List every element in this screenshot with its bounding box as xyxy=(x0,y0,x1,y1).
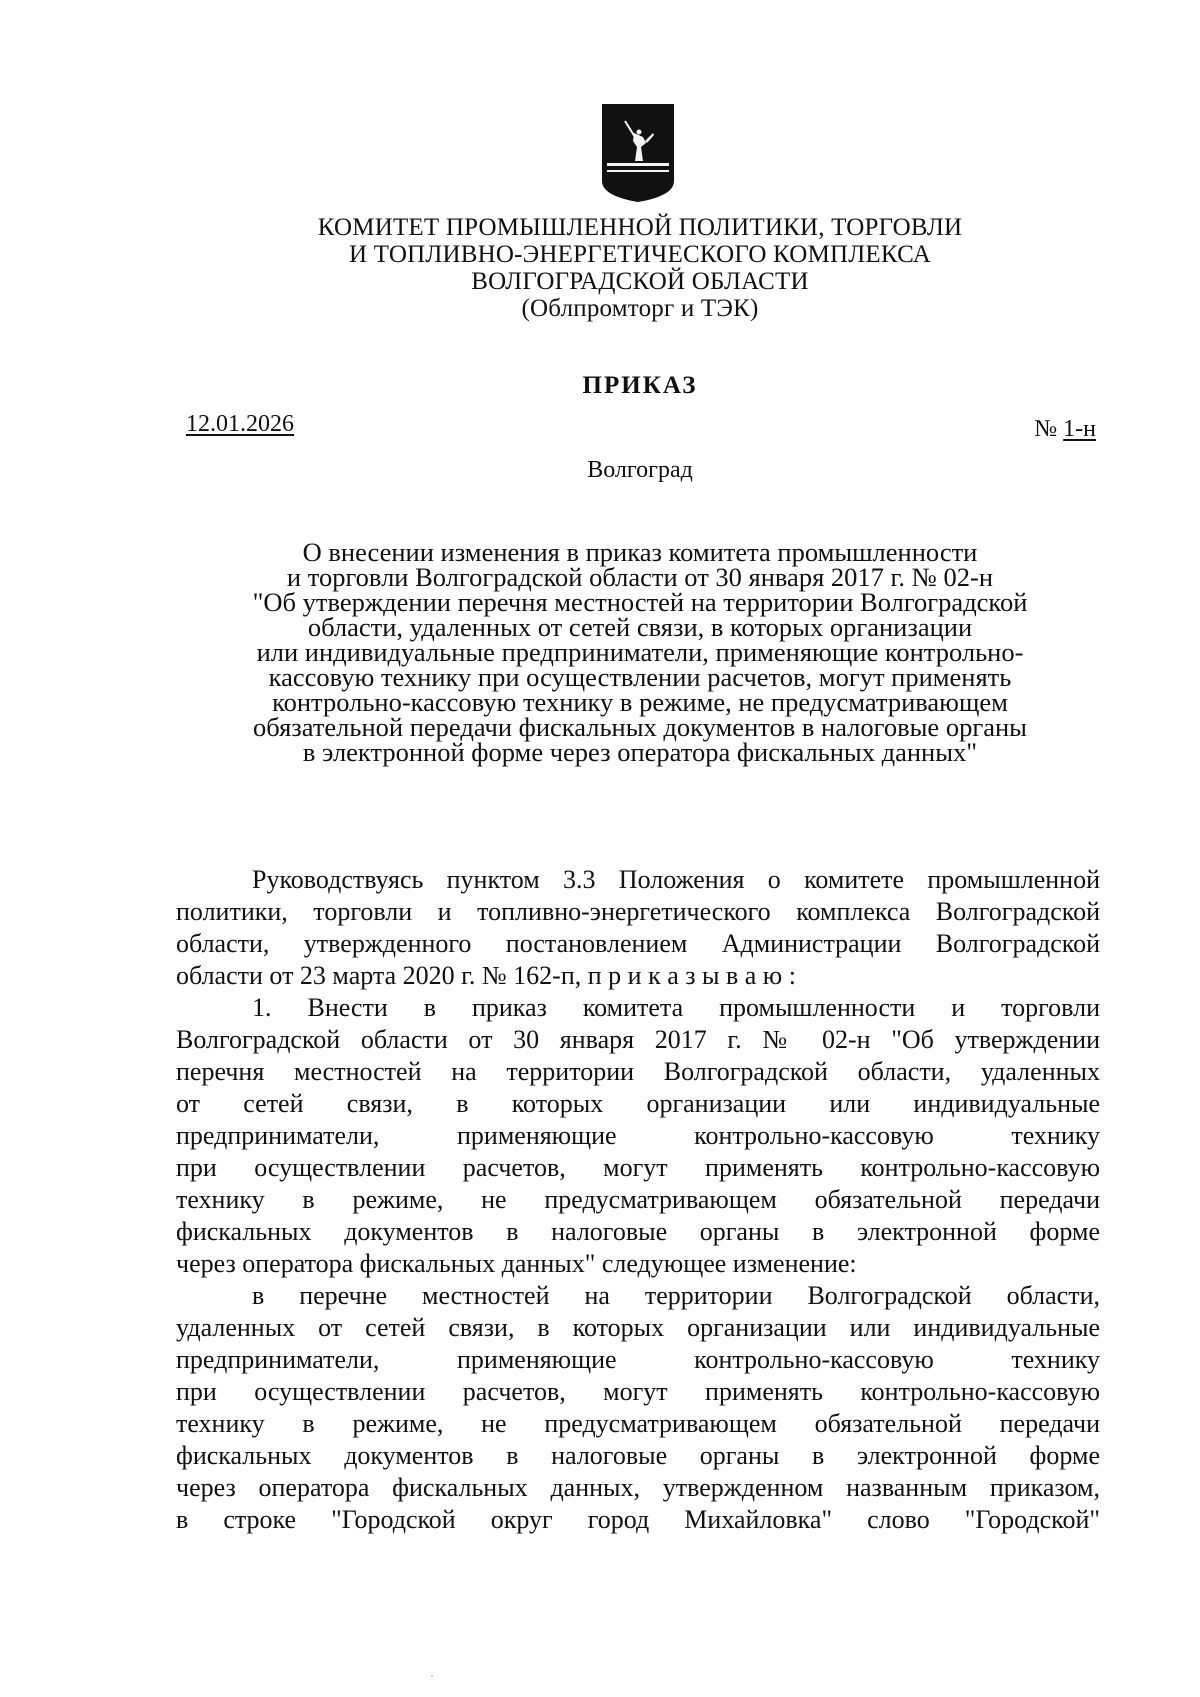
subject-line: в электронной форме через оператора фискальных данных" xyxy=(302,737,978,767)
body-line: в строке "Городской округ город Михайловка" слово "Городской" xyxy=(176,1505,1100,1534)
body-line: через оператора фискальных данных, утвержденном названным приказом, xyxy=(176,1473,1100,1502)
body-line: удаленных от сетей связи, в которых организации или индивидуальные xyxy=(176,1313,1100,1342)
org-name-line-2: И ТОПЛИВНО-ЭНЕРГЕТИЧЕСКОГО КОМПЛЕКСА xyxy=(348,241,932,268)
subject-line: О внесении изменения в приказ комитета промышленности xyxy=(302,537,978,567)
body-line: технику в режиме, не предусматривающем обязательной передачи xyxy=(176,1409,1100,1438)
body-line: технику в режиме, не предусматривающем обязательной передачи xyxy=(176,1185,1100,1214)
body-line: в перечне местностей на территории Волгоградской области, xyxy=(252,1281,1100,1310)
org-name-line-1: КОМИТЕТ ПРОМЫШЛЕННОЙ ПОЛИТИКИ, ТОРГОВЛИ xyxy=(317,214,963,241)
org-short-name: (Облпромторг и ТЭК) xyxy=(521,295,759,322)
order-number-prefix: № xyxy=(1034,416,1064,442)
body-line: 1. Внести в приказ комитета промышленности и торговли xyxy=(252,993,1100,1022)
body-line: предприниматели, применяющие контрольно-кассовую технику xyxy=(176,1121,1100,1150)
body-line: через оператора фискальных данных" следующее изменение: xyxy=(176,1249,857,1278)
scan-speck xyxy=(431,1675,433,1677)
order-title: ПРИКАЗ xyxy=(582,372,698,399)
body-line: фискальных документов в налоговые органы в электронной форме xyxy=(176,1217,1100,1246)
order-city: Волгоград xyxy=(587,457,693,483)
body-line: при осуществлении расчетов, могут применять контрольно-кассовую xyxy=(176,1377,1100,1406)
coat-of-arms-icon xyxy=(601,103,675,203)
order-number-value: 1-н xyxy=(1063,416,1096,442)
body-line: Волгоградской области от 30 января 2017 г. № 02-н "Об утверждении xyxy=(176,1025,1100,1054)
subject-line: области, удаленных от сетей связи, в которых организации xyxy=(307,612,973,642)
subject-line: и торговли Волгоградской области от 30 января 2017 г. № 02-н xyxy=(286,562,994,592)
body-line: при осуществлении расчетов, могут применять контрольно-кассовую xyxy=(176,1153,1100,1182)
body-line: области от 23 марта 2020 г. № 162-п, п р и к а з ы в а ю : xyxy=(176,961,796,990)
org-name-line-3: ВОЛГОГРАДСКОЙ ОБЛАСТИ xyxy=(471,268,809,295)
body-line: политики, торговли и топливно-энергетического комплекса Волгоградской xyxy=(176,897,1100,926)
body-line: предприниматели, применяющие контрольно-кассовую технику xyxy=(176,1345,1100,1374)
subject-line: кассовую технику при осуществлении расчетов, могут применять xyxy=(268,662,1012,692)
order-date: 12.01.2026 xyxy=(186,411,294,437)
body-line: фискальных документов в налоговые органы в электронной форме xyxy=(176,1441,1100,1470)
body-line: Руководствуясь пунктом 3.3 Положения о комитете промышленной xyxy=(252,865,1100,894)
subject-line: или индивидуальные предприниматели, применяющие контрольно- xyxy=(256,637,1024,667)
body-line: от сетей связи, в которых организации или индивидуальные xyxy=(176,1089,1100,1118)
body-line: области, утвержденного постановлением Администрации Волгоградской xyxy=(176,929,1100,958)
subject-line: "Об утверждении перечня местностей на территории Волгоградской xyxy=(252,587,1028,617)
body-line: перечня местностей на территории Волгоградской области, удаленных xyxy=(176,1057,1100,1086)
subject-line: контрольно-кассовую технику в режиме, не предусматривающем xyxy=(272,687,1008,717)
order-number xyxy=(1034,416,1096,443)
subject-line: обязательной передачи фискальных документов в налоговые органы xyxy=(253,712,1027,742)
